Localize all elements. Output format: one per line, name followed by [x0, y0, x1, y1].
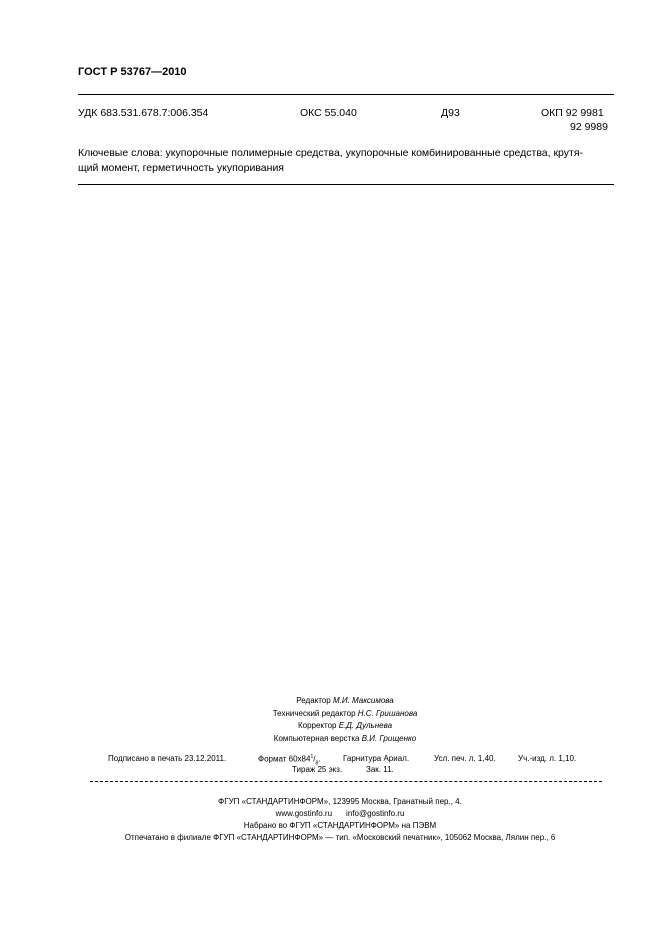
keywords-line-1: Ключевые слова: укупорочные полимерные средства, укупорочные комбинированные средства, крутя-	[78, 147, 584, 159]
order-number: Зак. 11.	[366, 765, 394, 774]
paper-format: Формат $60x84^1/_8$.	[258, 754, 321, 767]
corrector-line	[230, 720, 460, 733]
keywords-rule	[78, 184, 614, 185]
publisher-website: www.gostinfo.ru	[275, 809, 333, 818]
typeset-note: Набрано во ФГУП «СТАНДАРТИНФОРМ» на ПЭВМ	[243, 821, 437, 830]
publisher-block	[60, 796, 620, 844]
okp-code-2: 92 9989	[570, 121, 608, 133]
format-sup: 1	[310, 754, 314, 760]
tech-editor-name: Н.С. Гришанова	[357, 708, 418, 718]
circulation: Тираж 25 экз.	[292, 765, 343, 774]
publisher-email: info@gostinfo.ru	[346, 809, 405, 818]
editor-line	[230, 695, 460, 708]
oks-code: ОКС 55.040	[300, 107, 357, 119]
d-code: Д93	[441, 107, 460, 119]
keywords-line-2: щий момент, герметичность укупоривания	[78, 162, 284, 174]
dashed-divider	[90, 781, 602, 782]
publisher-contacts	[60, 808, 620, 820]
corrector-name: Е.Д. Дульнева	[338, 721, 393, 730]
credits-block	[230, 695, 460, 745]
format-suffix: .	[318, 754, 321, 764]
format-sub: 8	[315, 760, 319, 767]
format-prefix: Формат 60x84	[258, 754, 311, 764]
tech-editor-line	[230, 708, 460, 721]
layout-role: Компьютерная верстка	[273, 733, 360, 743]
publisher-address: ФГУП «СТАНДАРТИНФОРМ», 123995 Москва, Гранатный пер., 4.	[218, 797, 462, 806]
printed-note: Отпечатано в филиале ФГУП «СТАНДАРТИНФОРМ» — тип. «Московский печатник», 105062 Москва, Лялин пер., 6	[124, 833, 556, 842]
typeface: Гарнитура Ариал.	[343, 754, 410, 763]
layout-name: В.И. Грищенко	[361, 733, 417, 743]
keywords	[78, 146, 618, 176]
udk-code: УДК 683.531.678.7:006.354	[78, 107, 209, 119]
publisher-sheets: Уч.-изд. л. 1,10.	[518, 754, 577, 763]
print-sheets: Усл. печ. л. 1,40.	[434, 754, 496, 763]
editor-name: М.И. Максимова	[332, 696, 394, 705]
editor-role: Редактор	[296, 696, 331, 705]
document-code: ГОСТ Р 53767—2010	[78, 66, 187, 78]
header-rule	[78, 94, 614, 95]
tech-editor-role: Технический редактор	[272, 708, 356, 718]
okp-code-1: ОКП 92 9981	[541, 107, 604, 119]
layout-line	[230, 733, 460, 746]
signed-date: Подписано в печать 23.12.2011.	[108, 754, 227, 763]
corrector-role: Корректор	[297, 721, 337, 730]
